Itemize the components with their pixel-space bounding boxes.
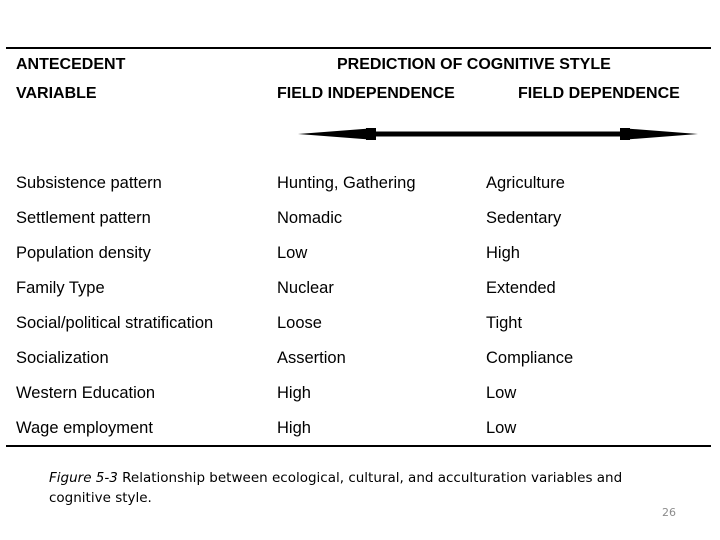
- table-row: [0, 417, 720, 439]
- header-field-independence: FIELD INDEPENDENCE: [277, 85, 455, 102]
- field-dependence-cell: Sedentary: [486, 209, 562, 227]
- antecedent-cell: Socialization: [16, 349, 109, 367]
- antecedent-cell: Family Type: [16, 279, 105, 297]
- field-independence-cell: Assertion: [277, 349, 346, 367]
- table-row: [0, 312, 720, 334]
- header-variable: VARIABLE: [16, 85, 97, 102]
- antecedent-cell: Settlement pattern: [16, 209, 151, 227]
- antecedent-cell: Western Education: [16, 384, 156, 402]
- field-independence-cell: High: [277, 384, 311, 402]
- table-top-rule: [6, 47, 711, 49]
- table-row: [0, 382, 720, 404]
- header-field-dependence: FIELD DEPENDENCE: [518, 85, 680, 102]
- header-prediction: PREDICTION OF COGNITIVE STYLE: [337, 56, 611, 73]
- antecedent-cell: Population density: [16, 244, 151, 262]
- field-dependence-cell: Agriculture: [486, 174, 565, 192]
- page-number: 26: [662, 506, 676, 519]
- field-dependence-cell: Extended: [486, 279, 556, 297]
- field-dependence-cell: Compliance: [486, 349, 574, 367]
- field-independence-cell: Low: [277, 244, 308, 262]
- figure-label: Figure 5-3: [49, 470, 118, 486]
- header-antecedent: ANTECEDENT: [16, 56, 126, 73]
- field-dependence-cell: Tight: [486, 314, 523, 332]
- field-independence-cell: Nomadic: [277, 209, 343, 227]
- table-bottom-rule: [6, 445, 711, 447]
- figure-caption: [49, 468, 679, 508]
- table-row: [0, 347, 720, 369]
- field-dependence-cell: Low: [486, 419, 517, 437]
- antecedent-cell: Wage employment: [16, 419, 153, 437]
- field-independence-cell: Nuclear: [277, 279, 334, 297]
- antecedent-cell: Social/political stratification: [16, 314, 214, 332]
- field-independence-cell: Hunting, Gathering: [277, 174, 416, 192]
- table-row: [0, 207, 720, 229]
- field-dependence-cell: Low: [486, 384, 517, 402]
- antecedent-cell: Subsistence pattern: [16, 174, 162, 192]
- double-arrow-icon: [296, 124, 700, 144]
- table-row: [0, 277, 720, 299]
- caption-text: Relationship between ecological, cultural, and acculturation variables and cognitive style.: [49, 470, 623, 506]
- field-dependence-cell: High: [486, 244, 520, 262]
- field-independence-cell: High: [277, 419, 311, 437]
- table-row: [0, 172, 720, 194]
- table-row: [0, 242, 720, 264]
- field-independence-cell: Loose: [277, 314, 322, 332]
